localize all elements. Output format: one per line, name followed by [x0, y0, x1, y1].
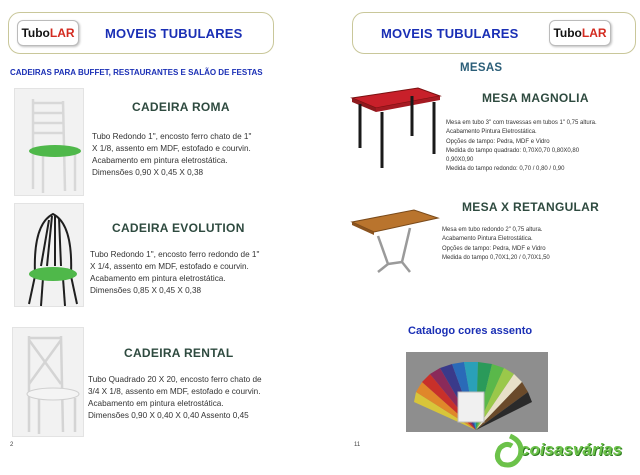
right-page: [322, 0, 640, 475]
right-header-title: MOVEIS TUBULARES: [381, 26, 519, 41]
mesa-x-retangular-photo: [348, 206, 440, 276]
mesa-magnolia-description: Mesa em tubo 3" com travessas em tubos 1" 0,75 altura. Acabamento Pintura Eletrostática. Opções de tampo: Pedra, MDF e Vidro Medida do tampo quadrado: 0,70X0,70 0,80X0,80 0,90X0,90 Medida do tampo redondo: 0,70 / 0,80 / 0,90: [446, 120, 597, 173]
mesa-x-retangular-description: Mesa em tubo redondo 2" 0,75 altura. Acabamento Pintura Eletrostática. Opções de tampo: Pedra, MDF e Vidro Medida do tampo 0,70X1,20 / 0,70X1,50: [442, 227, 550, 261]
left-logo: Tubo LAR: [17, 20, 79, 46]
left-header-box: [8, 12, 274, 54]
left-page-number: 2: [10, 442, 14, 448]
cadeira-roma-description: Tubo Redondo 1", encosto ferro chato de 1" X 1/8, assento em MDF, estofado e courvin. Acabamento em pintura eletrostática. Dimensões 0,90 X 0,45 X 0,38: [92, 132, 252, 177]
right-page-number: 11: [354, 442, 361, 448]
cadeira-roma-title: CADEIRA ROMA: [132, 100, 230, 114]
mesa-x-retangular-title: MESA X RETANGULAR: [462, 200, 600, 214]
cadeira-evolution-title: CADEIRA EVOLUTION: [112, 221, 245, 235]
cadeira-evolution-description: Tubo Redondo 1", encosto ferro redondo de 1" X 1/4, assento em MDF, estofado e courvin. Acabamento em pintura eletrostática. Dimensões 0,85 X 0,45 X 0,38: [90, 250, 260, 295]
cadeira-evolution-photo: [14, 203, 84, 307]
cadeira-rental-title: CADEIRA RENTAL: [124, 346, 234, 360]
right-logo: Tubo LAR: [549, 20, 611, 46]
catalogo-cores-title: Catalogo cores assento: [408, 325, 533, 337]
left-subtitle: CADEIRAS PARA BUFFET, RESTAURANTES E SALÃO DE FESTAS: [10, 68, 263, 77]
right-header-box: [352, 12, 636, 54]
watermark-text: coisasvárias: [520, 440, 623, 459]
left-header-title: MOVEIS TUBULARES: [105, 26, 243, 41]
mesa-magnolia-title: MESA MAGNOLIA: [482, 91, 589, 105]
mesa-magnolia-photo: [348, 84, 442, 184]
cadeira-roma-photo: [14, 88, 84, 196]
cadeira-rental-photo: [12, 327, 84, 437]
cadeira-rental-description: Tubo Quadrado 20 X 20, encosto ferro chato de 3/4 X 1/8, assento em MDF, estofado e courvin. Acabamento em pintura eletrostática. Dimensões 0,90 X 0,40 X 0,40 Assento 0,45: [88, 375, 262, 420]
mesas-section-title: MESAS: [460, 62, 503, 74]
color-swatch-photo: [406, 352, 548, 432]
watermark-logo: [490, 430, 640, 475]
